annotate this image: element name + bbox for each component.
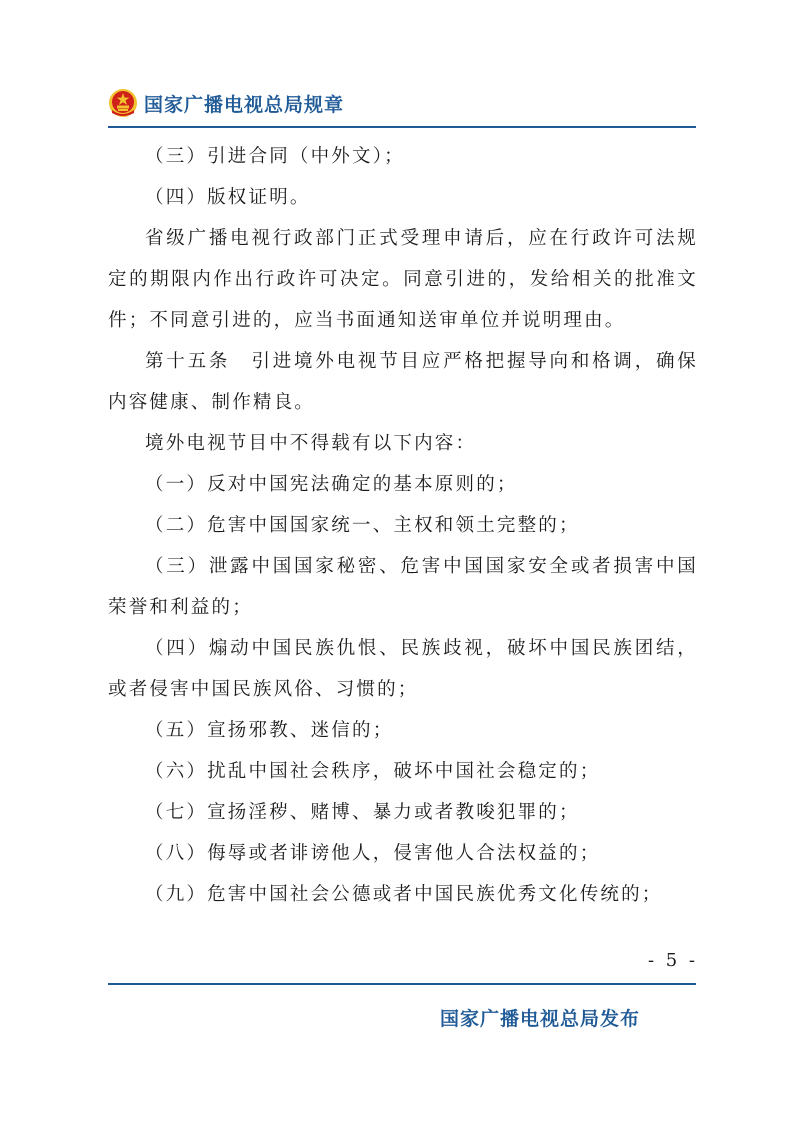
list-item: （九）危害中国社会公德或者中国民族优秀文化传统的；: [145, 884, 663, 905]
article-paragraph: 第十五条 引进境外电视节目应严格把握导向和格调，确保内容健康、制作精良。: [108, 351, 698, 413]
list-item: （七）宣扬淫秽、赌博、暴力或者教唆犯罪的；: [145, 802, 580, 823]
header-title: 国家广播电视总局规章: [144, 94, 345, 116]
national-emblem-icon: [108, 88, 138, 118]
paragraph: 境外电视节目中不得载有以下内容：: [145, 433, 477, 454]
page-number: - 5 -: [647, 950, 698, 971]
list-item: （四）煽动中国民族仇恨、民族歧视，破坏中国民族团结，或者侵害中国民族风俗、习惯的；: [108, 638, 698, 700]
paragraph: 省级广播电视行政部门正式受理申请后，应在行政许可法规定的期限内作出行政许可决定。同意引进的，发给相关的批准文件；不同意引进的，应当书面通知送审单位并说明理由。: [108, 228, 698, 331]
list-item: （三）泄露中国国家秘密、危害中国国家安全或者损害中国荣誉和利益的；: [108, 556, 698, 618]
header-divider: [108, 126, 696, 128]
list-item: （六）扰乱中国社会秩序，破坏中国社会稳定的；: [145, 761, 601, 782]
list-item: （五）宣扬邪教、迷信的；: [145, 720, 394, 741]
paragraph: （三）引进合同（中外文）；: [145, 146, 405, 167]
footer-divider: [108, 983, 696, 985]
list-item: （一）反对中国宪法确定的基本原则的；: [145, 474, 518, 495]
document-body: [108, 136, 698, 915]
list-item: （二）危害中国国家统一、主权和领土完整的；: [145, 515, 580, 536]
list-item: （八）侮辱或者诽谤他人，侵害他人合法权益的；: [145, 843, 601, 864]
footer-publisher: 国家广播电视总局发布: [440, 1008, 641, 1030]
paragraph: （四）版权证明。: [145, 187, 311, 208]
document-header: [108, 86, 698, 122]
